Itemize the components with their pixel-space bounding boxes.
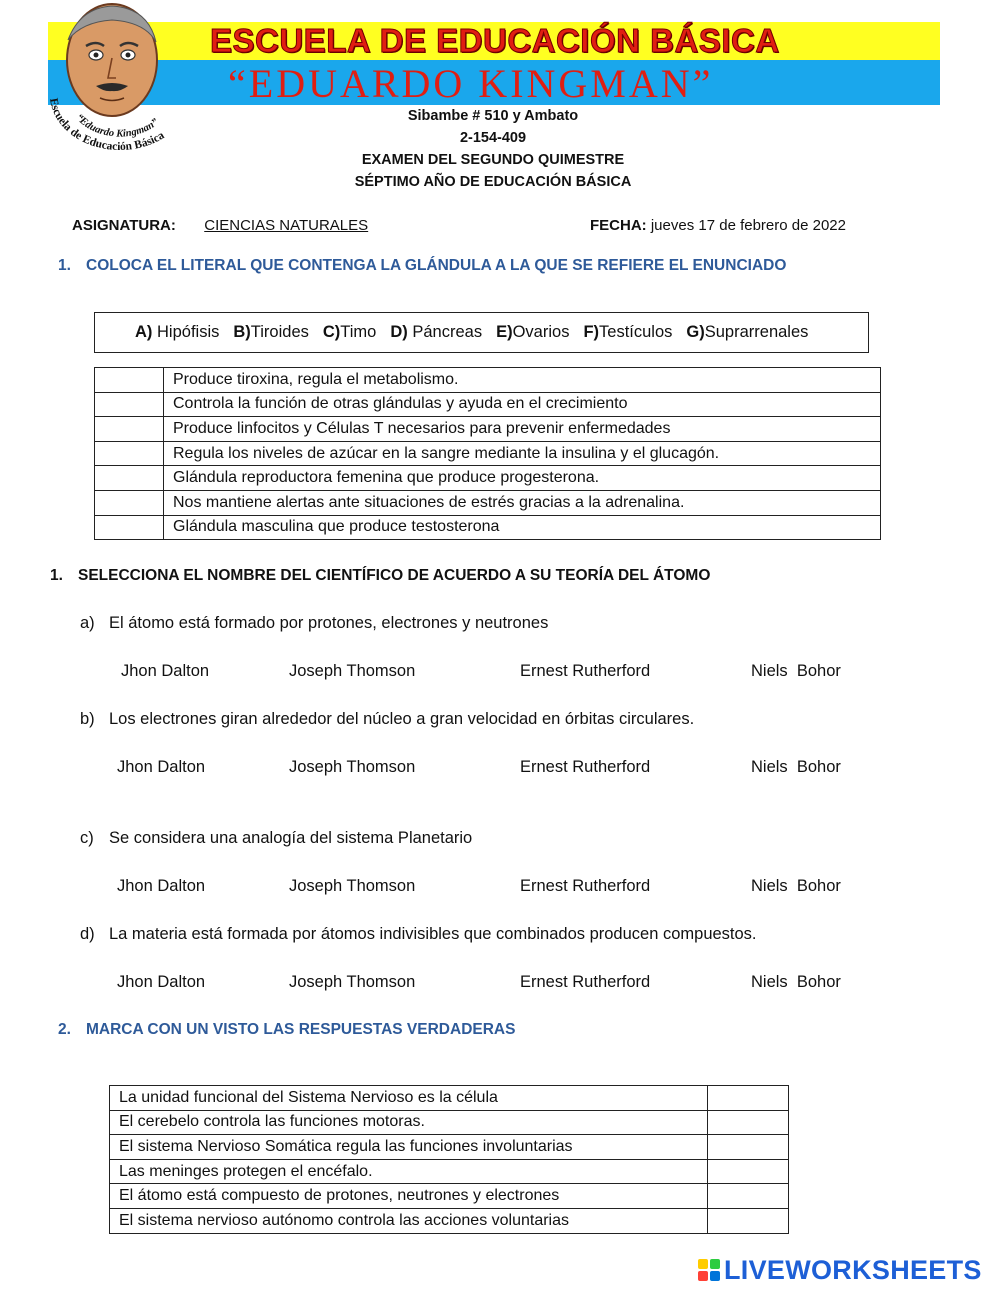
question-d: d) La materia está formada por átomos indivisibles que combinados producen compuestos.: [80, 925, 757, 943]
table-row: [95, 490, 881, 515]
choices-b: [0, 758, 1000, 782]
date-row: [590, 217, 846, 234]
school-address: Sibambe # 510 y Ambato: [407, 108, 579, 124]
check-cell[interactable]: [708, 1208, 789, 1233]
check-cell[interactable]: [708, 1086, 789, 1111]
choice-dalton[interactable]: Jhon Dalton: [117, 877, 206, 895]
check-cell[interactable]: [708, 1135, 789, 1160]
choice-dalton[interactable]: Jhon Dalton: [117, 758, 206, 776]
check-cell[interactable]: [708, 1110, 789, 1135]
date-label: FECHA:: [590, 217, 647, 234]
answer-cell[interactable]: [95, 466, 164, 491]
date-value: jueves 17 de febrero de 2022: [650, 217, 846, 234]
choice-bohr[interactable]: Niels Bohor: [751, 758, 841, 776]
liveworksheets-brand: LIVEWORKSHEETS: [724, 1254, 982, 1285]
liveworksheets-icon: [698, 1259, 720, 1281]
table-row: [110, 1086, 789, 1111]
choice-bohr[interactable]: Niels Bohor: [751, 662, 841, 680]
section2-heading: [50, 567, 710, 585]
choice-dalton[interactable]: Jhon Dalton: [121, 662, 210, 680]
table-row: [110, 1184, 789, 1209]
statement-cell: El átomo está compuesto de protones, neutrones y electrones: [110, 1184, 708, 1209]
logo-ring-text: Escuela de Educación Básica: [47, 97, 167, 154]
exam-title: EXAMEN DEL SEGUNDO QUIMESTRE: [361, 152, 625, 168]
choice-thomson[interactable]: Joseph Thomson: [289, 973, 416, 991]
gland-option: A) Hipófisis: [135, 323, 220, 341]
school-name: “EDUARDO KINGMAN”: [228, 61, 714, 106]
choice-rutherford[interactable]: Ernest Rutherford: [520, 973, 651, 991]
gland-table: [94, 367, 881, 540]
grade-title: SÉPTIMO AÑO DE EDUCACIÓN BÁSICA: [354, 174, 632, 190]
statement-cell: El sistema nervioso autónomo controla las acciones voluntarias: [110, 1208, 708, 1233]
table-row: [110, 1159, 789, 1184]
statement-cell: La unidad funcional del Sistema Nervioso es la célula: [110, 1086, 708, 1111]
choices-c: [0, 877, 1000, 901]
choice-thomson[interactable]: Joseph Thomson: [289, 877, 416, 895]
choice-rutherford[interactable]: Ernest Rutherford: [520, 758, 651, 776]
choice-bohr[interactable]: Niels Bohor: [751, 973, 841, 991]
choice-rutherford[interactable]: Ernest Rutherford: [520, 877, 651, 895]
gland-option: F)Testículos: [583, 323, 673, 341]
answer-cell[interactable]: [95, 490, 164, 515]
gland-option: C)Timo: [322, 323, 377, 341]
section3-title: MARCA CON UN VISTO LAS RESPUESTAS VERDADERAS: [86, 1021, 516, 1038]
section1-heading: [58, 257, 786, 275]
statement-cell: Las meninges protegen el encéfalo.: [110, 1159, 708, 1184]
answer-cell[interactable]: [95, 515, 164, 540]
section1-title: COLOCA EL LITERAL QUE CONTENGA LA GLÁNDULA A LA QUE SE REFIERE EL ENUNCIADO: [86, 257, 787, 274]
table-row: [110, 1208, 789, 1233]
check-cell[interactable]: [708, 1184, 789, 1209]
table-row: [95, 368, 881, 393]
statement-cell: Nos mantiene alertas ante situaciones de estrés gracias a la adrenalina.: [164, 490, 881, 515]
answer-cell[interactable]: [95, 417, 164, 442]
table-row: [110, 1135, 789, 1160]
liveworksheets-logo: [698, 1255, 982, 1285]
statement-cell: El sistema Nervioso Somática regula las funciones involuntarias: [110, 1135, 708, 1160]
gland-option: E)Ovarios: [496, 323, 570, 341]
choice-dalton[interactable]: Jhon Dalton: [117, 973, 206, 991]
section2-title: SELECCIONA EL NOMBRE DEL CIENTÍFICO DE ACUERDO A SU TEORÍA DEL ÁTOMO: [78, 567, 711, 584]
statement-cell: Glándula reproductora femenina que produce progesterona.: [164, 466, 881, 491]
section3-number: 2.: [58, 1021, 71, 1038]
question-b: b) Los electrones giran alrededor del núcleo a gran velocidad en órbitas circulares.: [80, 710, 695, 728]
answer-cell[interactable]: [95, 368, 164, 393]
gland-option: G)Suprarrenales: [686, 323, 809, 341]
choices-d: [0, 973, 1000, 997]
question-c: c) Se considera una analogía del sistema Planetario: [80, 829, 473, 847]
answer-cell[interactable]: [95, 441, 164, 466]
statement-cell: Controla la función de otras glándulas y ayuda en el crecimiento: [164, 392, 881, 417]
school-logo: [40, 0, 200, 155]
statement-cell: Regula los niveles de azúcar en la sangre mediante la insulina y el glucagón.: [164, 441, 881, 466]
table-row: [95, 515, 881, 540]
subject-value: CIENCIAS NATURALES: [204, 217, 369, 234]
answer-cell[interactable]: [95, 392, 164, 417]
school-phone: 2-154-409: [459, 130, 527, 146]
gland-option: B)Tiroides: [233, 323, 309, 341]
gland-options-box: [94, 312, 869, 353]
table-row: [110, 1110, 789, 1135]
statement-cell: Glándula masculina que produce testosterona: [164, 515, 881, 540]
school-title: ESCUELA DE EDUCACIÓN BÁSICA: [210, 22, 780, 59]
table-row: [95, 466, 881, 491]
question-a: a) El átomo está formado por protones, electrones y neutrones: [80, 614, 549, 632]
section2-number: 1.: [50, 567, 63, 584]
choices-a: [0, 662, 1000, 686]
choice-thomson[interactable]: Joseph Thomson: [289, 662, 416, 680]
table-row: [95, 441, 881, 466]
statement-cell: Produce linfocitos y Células T necesarios para prevenir enfermedades: [164, 417, 881, 442]
true-false-table: [109, 1085, 789, 1234]
subject-row: [72, 217, 368, 234]
statement-cell: Produce tiroxina, regula el metabolismo.: [164, 368, 881, 393]
section3-heading: [58, 1021, 515, 1039]
choice-thomson[interactable]: Joseph Thomson: [289, 758, 416, 776]
logo-ring-text-2: “Eduardo Kingman”: [73, 112, 161, 140]
check-cell[interactable]: [708, 1159, 789, 1184]
subject-label: ASIGNATURA:: [72, 217, 176, 234]
gland-option: D) Páncreas: [390, 323, 483, 341]
table-row: [95, 392, 881, 417]
statement-cell: El cerebelo controla las funciones motoras.: [110, 1110, 708, 1135]
choice-rutherford[interactable]: Ernest Rutherford: [520, 662, 651, 680]
choice-bohr[interactable]: Niels Bohor: [751, 877, 841, 895]
section1-number: 1.: [58, 257, 71, 274]
table-row: [95, 417, 881, 442]
